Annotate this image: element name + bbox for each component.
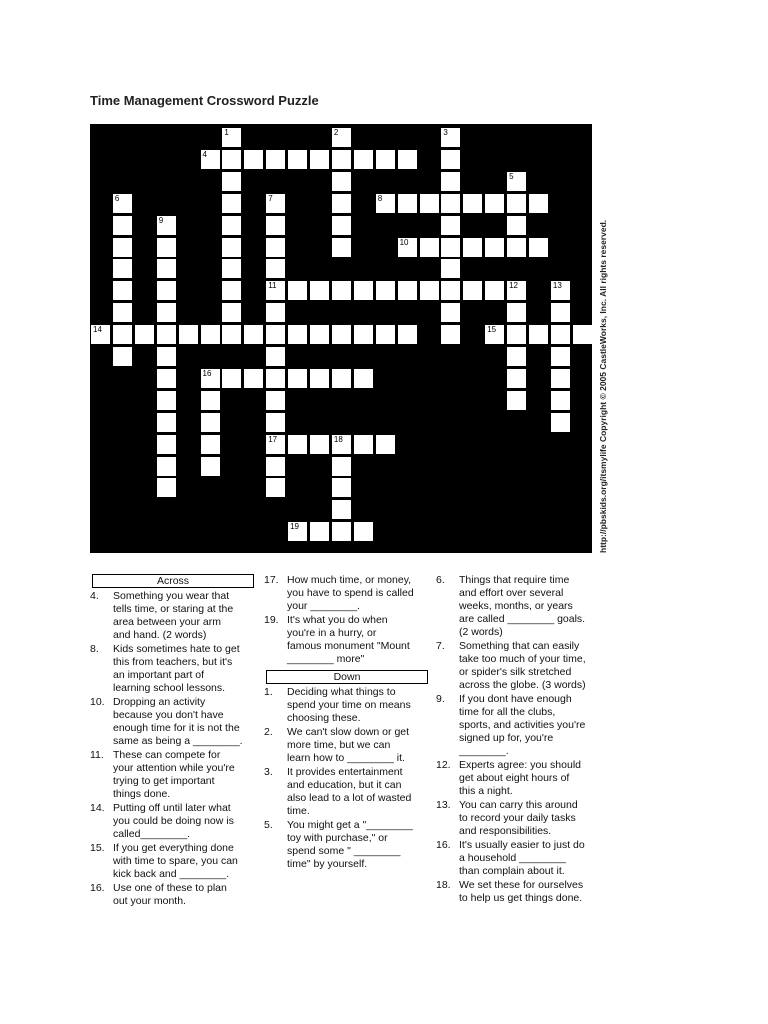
grid-cell[interactable]: [375, 324, 396, 345]
clue-number-label: 19.: [264, 614, 279, 626]
clue-number: 19: [290, 522, 299, 532]
grid-cell[interactable]: [221, 215, 242, 236]
grid-cell[interactable]: [397, 324, 418, 345]
clues-column-3: [436, 574, 608, 906]
across-clue: [90, 802, 262, 841]
grid-cell[interactable]: [243, 149, 264, 170]
across-clue: [90, 590, 262, 642]
grid-cell[interactable]: [440, 149, 461, 170]
grid-cell[interactable]: [484, 324, 505, 345]
grid-cell[interactable]: [265, 302, 286, 323]
grid-cell[interactable]: [331, 521, 352, 542]
grid-cell[interactable]: [331, 499, 352, 520]
clue-number: 3: [443, 128, 448, 137]
grid-cell[interactable]: [156, 302, 177, 323]
grid-cell[interactable]: [156, 324, 177, 345]
grid-cell[interactable]: [265, 456, 286, 477]
grid-cell[interactable]: [200, 390, 221, 411]
grid-cell[interactable]: [200, 149, 221, 170]
grid-cell[interactable]: [221, 302, 242, 323]
grid-cell[interactable]: [112, 193, 133, 214]
grid-cell[interactable]: [156, 456, 177, 477]
grid-cell[interactable]: [156, 434, 177, 455]
across-clue: [90, 696, 262, 748]
down-clue: [264, 686, 439, 725]
page-title: Time Management Crossword Puzzle: [90, 93, 319, 108]
clue-text: We can't slow down or get more time, but we can learn how to ________ it.: [287, 726, 410, 764]
grid-cell[interactable]: [419, 193, 440, 214]
grid-cell[interactable]: [550, 390, 571, 411]
clue-number: 12: [509, 281, 518, 291]
down-clue: [264, 726, 439, 765]
grid-cell[interactable]: [265, 412, 286, 433]
grid-cell[interactable]: [200, 324, 221, 345]
grid-cell[interactable]: [484, 193, 505, 214]
clue-text: If you get everything done with time to spare, you can kick back and ________.: [113, 842, 238, 880]
grid-cell[interactable]: [331, 127, 352, 148]
grid-cell[interactable]: [156, 412, 177, 433]
grid-cell[interactable]: [440, 215, 461, 236]
grid-cell[interactable]: [156, 258, 177, 279]
clue-number: 7: [268, 193, 273, 203]
down-clue: [436, 693, 608, 758]
down-clue: [436, 799, 608, 838]
clue-number: 18: [333, 434, 343, 444]
grid-cell[interactable]: [506, 302, 527, 323]
clue-number: 13: [552, 281, 562, 291]
grid-cell[interactable]: [331, 193, 352, 214]
clue-text: It provides entertainment and education, but it can also lead to a lot of wasted time.: [287, 766, 412, 817]
grid-cell[interactable]: [550, 324, 571, 345]
grid-cell[interactable]: [221, 237, 242, 258]
across-clue: [90, 882, 262, 908]
grid-cell[interactable]: [331, 171, 352, 192]
grid-cell[interactable]: [265, 390, 286, 411]
grid-cell[interactable]: [331, 456, 352, 477]
grid-cell[interactable]: [331, 324, 352, 345]
down-clue-list: [264, 686, 439, 871]
grid-cell[interactable]: [440, 171, 461, 192]
clue-number: 14: [93, 325, 102, 335]
grid-cell[interactable]: [265, 149, 286, 170]
clue-number: 8: [377, 193, 383, 203]
grid-cell[interactable]: [353, 434, 374, 455]
grid-cell[interactable]: [397, 149, 418, 170]
clue-text: We set these for ourselves to help us get things done.: [459, 879, 584, 904]
down-clue: [436, 574, 608, 639]
clue-text: You can carry this around to record your daily tasks and responsibilities.: [459, 799, 578, 837]
down-clue: [436, 879, 608, 905]
clue-number: 9: [158, 215, 164, 225]
grid-cell[interactable]: [265, 280, 286, 301]
clue-number: 15: [487, 325, 497, 335]
clue-number-label: 2.: [264, 726, 273, 738]
clue-number-label: 8.: [90, 643, 99, 655]
clue-number-label: 16.: [90, 882, 105, 894]
clue-text: These can compete for your attention while you're trying to get important things done.: [113, 749, 235, 800]
grid-cell[interactable]: [462, 280, 483, 301]
grid-cell[interactable]: [112, 346, 133, 367]
clue-text: Use one of these to plan out your month.: [113, 882, 227, 907]
grid-cell[interactable]: [221, 280, 242, 301]
down-clue: [264, 766, 439, 818]
across-clue: [90, 749, 262, 801]
grid-cell[interactable]: [550, 368, 571, 389]
clue-number-label: 17.: [264, 574, 279, 586]
grid-cell[interactable]: [462, 193, 483, 214]
grid-cell[interactable]: [375, 149, 396, 170]
grid-cell[interactable]: [112, 215, 133, 236]
grid-cell[interactable]: [397, 237, 418, 258]
clue-text: Something you wear that tells time, or staring at the area between your arm and hand. (2 words): [113, 590, 234, 641]
grid-cell[interactable]: [156, 237, 177, 258]
grid-cell[interactable]: [309, 149, 330, 170]
grid-cell[interactable]: [156, 390, 177, 411]
across-clue: [90, 842, 262, 881]
grid-cell[interactable]: [353, 280, 374, 301]
grid-cell[interactable]: [265, 258, 286, 279]
grid-cell[interactable]: [397, 280, 418, 301]
grid-cell[interactable]: [440, 193, 461, 214]
grid-cell[interactable]: [506, 237, 527, 258]
grid-cell[interactable]: [309, 280, 330, 301]
grid-cell[interactable]: [331, 434, 352, 455]
across-clue-list-continued: [264, 574, 439, 666]
grid-cell[interactable]: [221, 368, 242, 389]
clue-text: Deciding what things to spend your time on means choosing these.: [287, 686, 411, 724]
clue-text: Putting off until later what you could be doing now is called________.: [113, 802, 234, 840]
clue-number-label: 11.: [90, 749, 104, 761]
grid-cell[interactable]: [265, 215, 286, 236]
clue-number: 10: [399, 237, 409, 247]
grid-cell[interactable]: [200, 456, 221, 477]
grid-cell[interactable]: [221, 258, 242, 279]
grid-cell[interactable]: [353, 368, 374, 389]
grid-cell[interactable]: [90, 324, 111, 345]
grid-cell[interactable]: [484, 280, 505, 301]
clue-text: Dropping an activity because you don't have enough time for it is not the same as being a ________.: [113, 696, 243, 747]
grid-cell[interactable]: [331, 368, 352, 389]
grid-cell[interactable]: [221, 171, 242, 192]
copyright-notice: http://pbskids.org/itsmylife Copyright © 2005 CastleWorks, Inc. All rights reserved.: [598, 219, 608, 553]
clue-text: How much time, or money, you have to spend is called your ________.: [287, 574, 414, 612]
grid-cell[interactable]: [331, 215, 352, 236]
grid-cell[interactable]: [484, 237, 505, 258]
grid-cell[interactable]: [506, 193, 527, 214]
clue-text: Experts agree: you should get about eight hours of this a night.: [459, 759, 581, 797]
clue-number-label: 9.: [436, 693, 445, 705]
grid-cell[interactable]: [331, 477, 352, 498]
grid-cell[interactable]: [528, 237, 549, 258]
grid-cell[interactable]: [506, 324, 527, 345]
grid-cell[interactable]: [331, 237, 352, 258]
grid-cell[interactable]: [221, 324, 242, 345]
grid-cell[interactable]: [506, 368, 527, 389]
across-clue: [264, 574, 439, 613]
grid-cell[interactable]: [200, 434, 221, 455]
across-clue: [90, 643, 262, 695]
grid-cell[interactable]: [265, 368, 286, 389]
down-clue: [436, 839, 608, 878]
down-clue: [436, 640, 608, 692]
grid-cell[interactable]: [221, 193, 242, 214]
clue-number: 4: [202, 149, 207, 159]
grid-cell[interactable]: [265, 193, 286, 214]
grid-cell[interactable]: [265, 434, 286, 455]
clue-text: Things that require time and effort over several weeks, months, or years are called ________ goals. (2 words): [459, 574, 586, 638]
clue-text: You might get a "________ toy with purchase," or spend some " ________ time" by yourself.: [287, 819, 413, 870]
grid-cell[interactable]: [287, 368, 308, 389]
clues-column-2: [264, 574, 439, 872]
grid-cell[interactable]: [419, 237, 440, 258]
grid-cell[interactable]: [287, 280, 308, 301]
grid-cell[interactable]: [200, 412, 221, 433]
grid-cell[interactable]: [506, 346, 527, 367]
crossword-grid: [90, 124, 592, 553]
grid-cell[interactable]: [112, 324, 133, 345]
grid-cell[interactable]: [309, 368, 330, 389]
grid-cell[interactable]: [419, 280, 440, 301]
clue-number: 1: [224, 128, 229, 137]
grid-cell[interactable]: [440, 324, 461, 345]
grid-cell[interactable]: [375, 193, 396, 214]
grid-cell[interactable]: [440, 127, 461, 148]
grid-cell[interactable]: [440, 280, 461, 301]
grid-cell[interactable]: [265, 237, 286, 258]
across-clue: [264, 614, 439, 666]
across-clue-list: [90, 590, 262, 908]
grid-cell[interactable]: [112, 237, 133, 258]
clue-number: 5: [509, 171, 514, 181]
grid-cell[interactable]: [506, 171, 527, 192]
grid-cell[interactable]: [112, 280, 133, 301]
down-clue-list-continued: [436, 574, 608, 905]
clue-number: 2: [333, 128, 339, 137]
clue-number-label: 7.: [436, 640, 445, 652]
grid-cell[interactable]: [243, 368, 264, 389]
grid-cell[interactable]: [287, 434, 308, 455]
grid-cell[interactable]: [550, 346, 571, 367]
grid-cell[interactable]: [353, 521, 374, 542]
grid-cell[interactable]: [156, 368, 177, 389]
grid-cell[interactable]: [112, 258, 133, 279]
grid-cell[interactable]: [221, 127, 242, 148]
clue-number-label: 14.: [90, 802, 105, 814]
grid-cell[interactable]: [112, 302, 133, 323]
grid-cell[interactable]: [134, 324, 155, 345]
grid-cell[interactable]: [156, 477, 177, 498]
clue-number-label: 13.: [436, 799, 451, 811]
grid-cell[interactable]: [287, 149, 308, 170]
clue-number-label: 4.: [90, 590, 99, 602]
grid-cell[interactable]: [375, 434, 396, 455]
grid-cell[interactable]: [265, 324, 286, 345]
grid-cell[interactable]: [265, 477, 286, 498]
grid-cell[interactable]: [506, 215, 527, 236]
grid-cell[interactable]: [309, 324, 330, 345]
clue-number: 17: [268, 434, 278, 444]
grid-cell[interactable]: [440, 302, 461, 323]
grid-cell[interactable]: [528, 324, 549, 345]
grid-cell[interactable]: [550, 302, 571, 323]
grid-cell[interactable]: [156, 280, 177, 301]
clue-number-label: 6.: [436, 574, 445, 586]
grid-cell[interactable]: [550, 412, 571, 433]
grid-cell[interactable]: [397, 193, 418, 214]
clue-number-label: 12.: [436, 759, 451, 771]
grid-cell[interactable]: [331, 280, 352, 301]
clue-number: 16: [202, 368, 212, 378]
grid-cell[interactable]: [156, 346, 177, 367]
clue-text: Something that can easily take too much of your time, or spider's silk stretched across the globe. (3 words): [459, 640, 586, 691]
grid-cell[interactable]: [287, 324, 308, 345]
clue-number-label: 10.: [90, 696, 105, 708]
grid-cell[interactable]: [309, 434, 330, 455]
grid-cell[interactable]: [550, 280, 571, 301]
down-clue: [436, 759, 608, 798]
grid-cell[interactable]: [528, 193, 549, 214]
down-clue: [264, 819, 439, 871]
clues-column-1: [90, 574, 262, 909]
clue-text: If you dont have enough time for all the clubs, sports, and activities you're signed up for, you're ________.: [459, 693, 586, 757]
clue-number-label: 18.: [436, 879, 451, 891]
grid-cell[interactable]: [331, 149, 352, 170]
grid-cell[interactable]: [506, 280, 527, 301]
clue-text: It's what you do when you're in a hurry, or famous monument "Mount ________ more": [287, 614, 410, 665]
clue-number: 11: [268, 281, 277, 291]
clue-number: 6: [114, 193, 120, 203]
grid-cell[interactable]: [353, 324, 374, 345]
grid-cell[interactable]: [309, 521, 330, 542]
clue-text: Kids sometimes hate to get this from teachers, but it's an important part of learning school lessons.: [113, 643, 240, 694]
grid-cell[interactable]: [287, 521, 308, 542]
clue-number-label: 5.: [264, 819, 273, 831]
grid-cell[interactable]: [265, 346, 286, 367]
clue-number-label: 1.: [264, 686, 273, 698]
clue-number-label: 15.: [90, 842, 105, 854]
grid-cell[interactable]: [221, 149, 242, 170]
grid-cell[interactable]: [375, 280, 396, 301]
grid-cell[interactable]: [200, 368, 221, 389]
clue-number-label: 3.: [264, 766, 273, 778]
down-header: Down: [266, 670, 428, 684]
grid-cell[interactable]: [572, 324, 592, 345]
grid-cell[interactable]: [178, 324, 199, 345]
clue-number-label: 16.: [436, 839, 451, 851]
grid-cell[interactable]: [353, 149, 374, 170]
grid-cell[interactable]: [440, 237, 461, 258]
grid-cell[interactable]: [243, 324, 264, 345]
clue-text: It's usually easier to just do a household ________ than complain about it.: [459, 839, 585, 877]
grid-cell[interactable]: [440, 258, 461, 279]
grid-cell[interactable]: [156, 215, 177, 236]
across-header: Across: [92, 574, 254, 588]
grid-cell[interactable]: [462, 237, 483, 258]
grid-cell[interactable]: [506, 390, 527, 411]
